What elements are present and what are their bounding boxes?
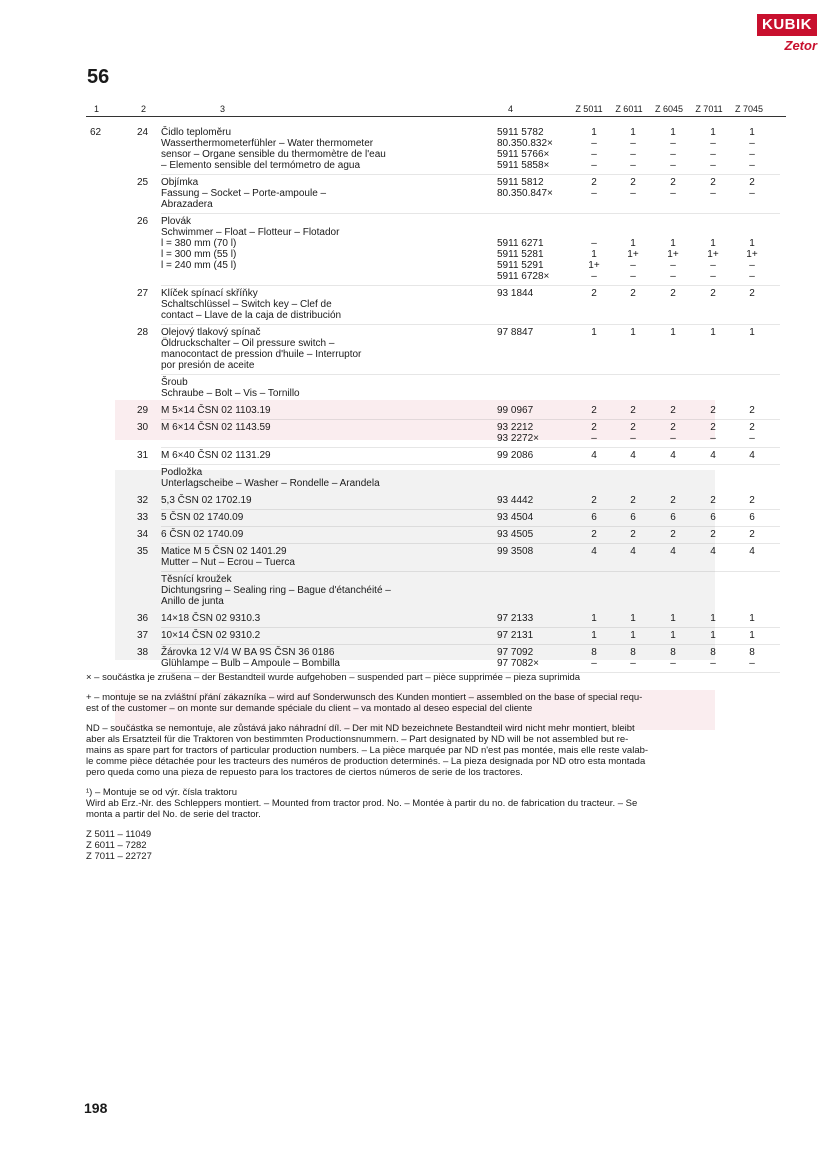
note-mounted-from	[86, 787, 776, 820]
quantity-cell: 4	[710, 546, 716, 557]
quantity-cell: 1	[710, 630, 716, 641]
quantity-cell: –	[630, 271, 636, 282]
quantity-cell: 2	[670, 177, 676, 188]
quantity-cell: 2	[710, 288, 716, 299]
position-number: 27	[137, 288, 149, 299]
quantity-cell: –	[591, 433, 597, 444]
quantity-cell: 1	[749, 127, 755, 138]
quantity-cell: –	[630, 260, 636, 271]
quantity-cell: 2	[591, 405, 597, 416]
quantity-cell: 6	[670, 512, 676, 523]
quantity-cell: –	[591, 160, 597, 171]
quantity-cell: –	[591, 658, 597, 669]
description-line: Glühlampe – Bulb – Ampoule – Bombilla	[161, 658, 340, 669]
quantity-cell: 2	[630, 288, 636, 299]
position-number: 25	[137, 177, 149, 188]
column-header: 4	[508, 104, 514, 114]
description-line: l = 300 mm (55 l)	[161, 249, 237, 260]
quantity-cell: 1	[749, 630, 755, 641]
column-header: 3	[220, 104, 226, 114]
position-number: 37	[137, 630, 149, 641]
quantity-cell: 6	[749, 512, 755, 523]
part-number: 5911 5291	[497, 260, 544, 271]
position-number: 33	[137, 512, 149, 523]
quantity-cell: 1	[749, 327, 755, 338]
quantity-cell: 2	[591, 177, 597, 188]
row-divider	[161, 526, 780, 527]
row-divider	[161, 213, 780, 214]
quantity-cell: 2	[749, 495, 755, 506]
description-line: Objímka	[161, 177, 199, 188]
quantity-cell: –	[591, 138, 597, 149]
quantity-cell: 2	[749, 405, 755, 416]
row-divider	[161, 374, 780, 375]
quantity-cell: 1	[710, 127, 716, 138]
quantity-cell: –	[670, 433, 676, 444]
note-line: + – montuje se na zvláštní přání zákazníka – wird auf Sonderwunsch des Kunden montiert – assembled on the base of special requ-	[86, 692, 643, 703]
description-line: M 5×14 ČSN 02 1103.19	[161, 405, 271, 416]
description-line: Öldruckschalter – Oil pressure switch –	[161, 338, 335, 349]
position-number: 26	[137, 216, 149, 227]
part-number: 93 2272×	[497, 433, 539, 444]
quantity-cell: 1	[749, 238, 755, 249]
position-number: 31	[137, 450, 149, 461]
quantity-cell: –	[710, 149, 716, 160]
logo-sub-text: Zetor	[784, 38, 817, 53]
part-number: 93 1844	[497, 288, 534, 299]
row-divider	[161, 174, 780, 175]
part-number: 93 4504	[497, 512, 534, 523]
note-line: Wird ab Erz.-Nr. des Schleppers montiert. – Mounted from tractor prod. No. – Montée à partir du no. de fabrication du tracteur. – Se	[86, 798, 638, 809]
position-number: 38	[137, 647, 149, 658]
quantity-cell: 2	[591, 422, 597, 433]
quantity-cell: 4	[630, 546, 636, 557]
quantity-cell: –	[670, 658, 676, 669]
quantity-cell: 1	[670, 613, 676, 624]
quantity-cell: 2	[710, 177, 716, 188]
note-line: mains as spare part for tractors of particular production numbers. – La pièce marquée par ND n'est pas montée, mais elle reste valab-	[86, 745, 649, 756]
note-suppressed: × – součástka je zrušena – der Bestandteil wurde aufgehoben – suspended part – pièce supprimée – pieza suprimida	[86, 672, 581, 683]
notes-section	[86, 672, 776, 862]
description-line: – Elemento sensible del termómetro de agua	[161, 160, 361, 171]
header-rule	[86, 116, 786, 117]
row-divider	[161, 571, 780, 572]
description-line: l = 240 mm (45 l)	[161, 260, 237, 271]
quantity-cell: 1	[591, 327, 597, 338]
row-divider	[161, 543, 780, 544]
description-line: Mutter – Nut – Ecrou – Tuerca	[161, 557, 295, 568]
quantity-cell: 4	[670, 546, 676, 557]
quantity-cell: –	[630, 149, 636, 160]
quantity-cell: 1	[591, 249, 597, 260]
description-line: Těsnící kroužek	[161, 574, 232, 585]
quantity-cell: 2	[710, 495, 716, 506]
part-number: 5911 6728×	[497, 271, 550, 282]
part-number: 97 8847	[497, 327, 534, 338]
description-line: M 6×40 ČSN 02 1131.29	[161, 450, 271, 461]
position-number: 30	[137, 422, 149, 433]
description-line: Čidlo teploměru	[161, 127, 232, 138]
quantity-cell: 6	[630, 512, 636, 523]
quantity-cell: 4	[749, 450, 755, 461]
quantity-cell: 2	[670, 288, 676, 299]
note-line: le comme pièce détachée pour les tracteurs des numéros de production determinés. – La pieza designada por ND otro esta montada	[86, 756, 646, 767]
quantity-cell: 2	[749, 177, 755, 188]
quantity-cell: –	[670, 271, 676, 282]
position-number: 28	[137, 327, 149, 338]
quantity-cell: 8	[670, 647, 676, 658]
quantity-cell: –	[710, 260, 716, 271]
quantity-cell: –	[591, 271, 597, 282]
quantity-cell: 1	[710, 613, 716, 624]
position-number: 35	[137, 546, 149, 557]
description-line: 6 ČSN 02 1740.09	[161, 529, 244, 540]
quantity-cell: 1+	[588, 260, 600, 271]
note-line: est of the customer – on monte sur demande spéciale du client – va montado al deseo especial del cliente	[86, 703, 533, 714]
part-number: 5911 5782	[497, 127, 544, 138]
quantity-cell: 2	[591, 529, 597, 540]
row-divider	[161, 447, 780, 448]
position-number: 34	[137, 529, 149, 540]
quantity-cell: –	[630, 658, 636, 669]
quantity-cell: –	[630, 188, 636, 199]
row-divider	[161, 509, 780, 510]
quantity-cell: –	[630, 160, 636, 171]
quantity-cell: –	[630, 433, 636, 444]
description-line: sensor – Organe sensible du thermomètre de l'eau	[161, 149, 386, 160]
quantity-cell: –	[749, 160, 755, 171]
quantity-cell: 1	[591, 127, 597, 138]
quantity-cell: –	[749, 188, 755, 199]
part-number: 5911 5766×	[497, 149, 550, 160]
quantity-cell: 8	[710, 647, 716, 658]
group-number: 62	[90, 127, 102, 138]
quantity-cell: 1+	[746, 249, 758, 260]
quantity-cell: 8	[630, 647, 636, 658]
quantity-cell: 1	[670, 127, 676, 138]
part-number: 5911 6271	[497, 238, 544, 249]
quantity-cell: 8	[591, 647, 597, 658]
part-number: 99 0967	[497, 405, 534, 416]
quantity-cell: –	[670, 188, 676, 199]
quantity-cell: –	[670, 138, 676, 149]
page-number: 56	[87, 66, 110, 88]
row-divider	[161, 285, 780, 286]
note-line: aber als Ersatzteil für die Traktoren von bestimmten Productionsnummern. – Part designated by ND will be not assembled but re-	[86, 734, 629, 745]
description-line: Unterlagscheibe – Washer – Rondelle – Arandela	[161, 478, 380, 489]
quantity-cell: 2	[591, 495, 597, 506]
description-line: Schraube – Bolt – Vis – Tornillo	[161, 388, 300, 399]
quantity-cell: –	[710, 160, 716, 171]
quantity-cell: 4	[591, 450, 597, 461]
row-divider	[161, 324, 780, 325]
quantity-cell: –	[749, 260, 755, 271]
description-line: Plovák	[161, 216, 192, 227]
description-line: Anillo de junta	[161, 596, 224, 607]
quantity-cell: 1+	[667, 249, 679, 260]
column-header: Z 6011	[615, 104, 643, 114]
part-number: 97 7082×	[497, 658, 539, 669]
quantity-cell: 2	[670, 495, 676, 506]
serial-line: Z 5011 – 11049	[86, 829, 152, 840]
description-line: Podložka	[161, 467, 203, 478]
position-number: 36	[137, 613, 149, 624]
column-header: Z 7045	[734, 104, 764, 114]
quantity-cell: 2	[630, 422, 636, 433]
quantity-cell: –	[749, 658, 755, 669]
description-line: Schaltschlüssel – Switch key – Clef de	[161, 299, 332, 310]
quantity-cell: 2	[670, 529, 676, 540]
quantity-cell: 1	[749, 613, 755, 624]
quantity-cell: –	[591, 188, 597, 199]
part-number: 93 4505	[497, 529, 534, 540]
description-line: Dichtungsring – Sealing ring – Bague d'étanchéité –	[161, 585, 391, 596]
quantity-cell: 2	[749, 288, 755, 299]
quantity-cell: 2	[710, 529, 716, 540]
quantity-cell: 4	[710, 450, 716, 461]
quantity-cell: 2	[710, 422, 716, 433]
serial-line: Z 7011 – 22727	[86, 851, 152, 862]
quantity-cell: 1	[630, 127, 636, 138]
row-divider	[161, 627, 780, 628]
part-number: 99 2086	[497, 450, 534, 461]
part-number: 80.350.847×	[497, 188, 553, 199]
quantity-cell: –	[710, 188, 716, 199]
note-line: monta a partir del No. de serie del tractor.	[86, 809, 261, 820]
quantity-cell: 1+	[627, 249, 639, 260]
quantity-cell: –	[591, 238, 597, 249]
footer-page-number: 198	[84, 1100, 108, 1116]
kubik-zetor-logo	[757, 14, 817, 53]
description-line: Šroub	[161, 377, 188, 388]
quantity-cell: 1	[670, 327, 676, 338]
column-header: Z 6045	[654, 104, 684, 114]
part-number: 5911 5812	[497, 177, 544, 188]
quantity-cell: 2	[630, 177, 636, 188]
description-line: 5 ČSN 02 1740.09	[161, 512, 244, 523]
description-line: Abrazadera	[161, 199, 213, 210]
description-line: Wasserthermometerfühler – Water thermometer	[161, 138, 374, 149]
quantity-cell: –	[749, 149, 755, 160]
quantity-cell: –	[749, 138, 755, 149]
quantity-cell: 4	[670, 450, 676, 461]
column-header: Z 7011	[695, 104, 723, 114]
quantity-cell: 6	[710, 512, 716, 523]
column-header: 2	[141, 104, 147, 114]
part-number: 97 2131	[497, 630, 534, 641]
note-nd	[86, 723, 776, 778]
part-number: 5911 5858×	[497, 160, 550, 171]
quantity-cell: 2	[710, 405, 716, 416]
quantity-cell: –	[710, 433, 716, 444]
quantity-cell: –	[749, 433, 755, 444]
quantity-cell: 1	[670, 238, 676, 249]
note-line: ND – součástka se nemontuje, ale zůstává jako náhradní díl. – Der mit ND bezeichnete Bestandteil wird nicht mehr montiert, bleibt	[86, 723, 635, 734]
quantity-cell: –	[710, 658, 716, 669]
description-line: Matice M 5 ČSN 02 1401.29	[161, 546, 287, 557]
note-on-request	[86, 692, 776, 714]
logo-main-text: KUBIK	[757, 14, 817, 36]
quantity-cell: –	[591, 149, 597, 160]
note-line: ¹) – Montuje se od výr. čísla traktoru	[86, 787, 238, 798]
column-header: 1	[94, 104, 100, 114]
position-number: 32	[137, 495, 149, 506]
quantity-cell: 4	[591, 546, 597, 557]
quantity-cell: 1	[630, 327, 636, 338]
quantity-cell: –	[710, 138, 716, 149]
quantity-cell: 1+	[707, 249, 719, 260]
row-divider	[161, 644, 780, 645]
quantity-cell: 4	[630, 450, 636, 461]
part-number: 5911 5281	[497, 249, 544, 260]
position-number: 24	[137, 127, 149, 138]
quantity-cell: –	[670, 260, 676, 271]
quantity-cell: 1	[591, 613, 597, 624]
part-number: 97 2133	[497, 613, 534, 624]
quantity-cell: 2	[749, 529, 755, 540]
description-line: manocontact de pression d'huile – Interruptor	[161, 349, 362, 360]
quantity-cell: 1	[630, 613, 636, 624]
quantity-cell: 1	[710, 327, 716, 338]
quantity-cell: 2	[670, 422, 676, 433]
column-header: Z 5011	[575, 104, 603, 114]
description-line: Schwimmer – Float – Flotteur – Flotador	[161, 227, 340, 238]
quantity-cell: 2	[670, 405, 676, 416]
quantity-cell: 2	[749, 422, 755, 433]
part-number: 93 2212	[497, 422, 534, 433]
part-number: 97 7092	[497, 647, 534, 658]
description-line: 14×18 ČSN 02 9310.3	[161, 613, 261, 624]
description-line: Žárovka 12 V/4 W BA 9S ČSN 36 0186	[161, 647, 335, 658]
serial-line: Z 6011 – 7282	[86, 840, 147, 851]
quantity-cell: 8	[749, 647, 755, 658]
quantity-cell: –	[749, 271, 755, 282]
position-number: 29	[137, 405, 149, 416]
description-line: Klíček spínací skříňky	[161, 288, 258, 299]
quantity-cell: 2	[630, 405, 636, 416]
quantity-cell: 6	[591, 512, 597, 523]
description-line: contact – Llave de la caja de distribución	[161, 310, 342, 321]
quantity-cell: –	[670, 149, 676, 160]
quantity-cell: –	[710, 271, 716, 282]
row-divider	[161, 419, 780, 420]
row-divider	[161, 464, 780, 465]
quantity-cell: 2	[630, 529, 636, 540]
quantity-cell: 1	[670, 630, 676, 641]
quantity-cell: 1	[710, 238, 716, 249]
description-line: por presión de aceite	[161, 360, 255, 371]
description-line: l = 380 mm (70 l)	[161, 238, 237, 249]
part-number: 99 3508	[497, 546, 534, 557]
part-number: 93 4442	[497, 495, 534, 506]
description-line: M 6×14 ČSN 02 1143.59	[161, 422, 271, 433]
quantity-cell: –	[670, 160, 676, 171]
quantity-cell: 4	[749, 546, 755, 557]
quantity-cell: 1	[591, 630, 597, 641]
part-number: 80.350.832×	[497, 138, 553, 149]
quantity-cell: 2	[591, 288, 597, 299]
description-line: 10×14 ČSN 02 9310.2	[161, 630, 261, 641]
description-line: Olejový tlakový spínač	[161, 327, 261, 338]
quantity-cell: –	[630, 138, 636, 149]
quantity-cell: 1	[630, 238, 636, 249]
quantity-cell: 1	[630, 630, 636, 641]
quantity-cell: 2	[630, 495, 636, 506]
description-line: 5,3 ČSN 02 1702.19	[161, 495, 252, 506]
description-line: Fassung – Socket – Porte-ampoule –	[161, 188, 327, 199]
note-line: pero queda como una pieza de repuesto para los tractores de ciertos números de serie de los tractores.	[86, 767, 523, 778]
